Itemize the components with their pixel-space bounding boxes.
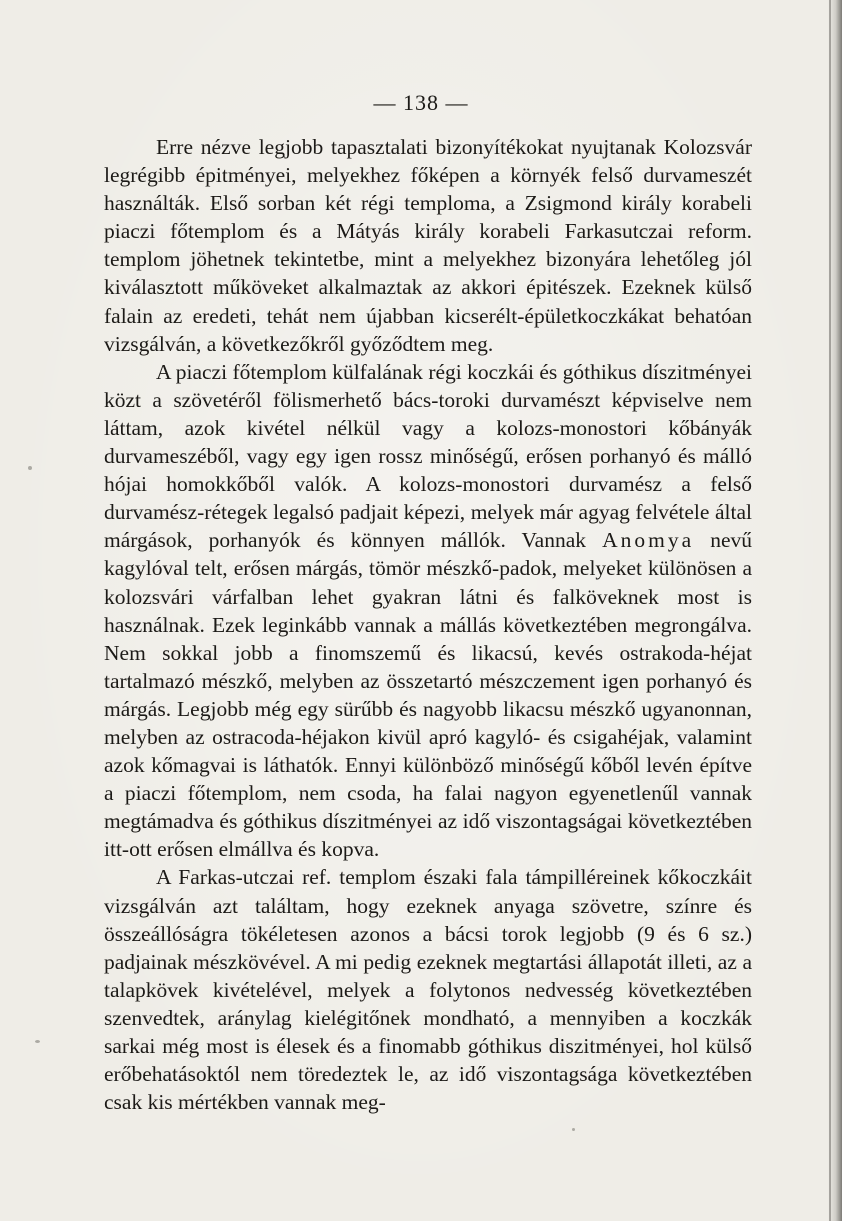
paragraph-3 — [104, 863, 752, 1116]
page-edge-line — [829, 0, 831, 1221]
anomya-emphasis: Anomya — [602, 528, 695, 553]
paragraph-3-text: A Farkas-utczai ref. templom északi fala támpilléreinek kőkoczkáit vizsgálván azt találtam, hogy ezeknek anyaga szövetre, színre és összeállóságra tökéletesen azonos a bácsi torok legjobb (9 és 6 sz.) padjainak mészkövével. A mi pedig ezeknek megtartási állapotát illeti, az a talapkövek kivételével, melyek a folytonos nedvesség következtében szenvedtek, aránylag kielégitőnek mondható, a mennyiben a koczkák sarkai még most is élesek és a finomabb góthikus diszitményei, hol külső erőbehatásoktól nem töredeztek le, az idő viszontagsága következtében csak kis mértékben vannak meg- — [104, 865, 752, 1115]
paragraph-2-text-a: A piaczi főtemplom külfalának régi koczkái és góthikus díszitményei közt a szövetéről fölismerhető bács-toroki durvamészt képviselve nem láttam, azok kivétel nélkül vagy a kolozs-monostori kőbányák durvameszéből, vagy egy igen rossz minőségű, erősen porhanyó és málló hójai homokkőből valók. A kolozs-monostori durvamész a felső durvamész-rétegek legalsó padjait képezi, melyek már agyag felvétele által márgások, porhanyók és könnyen mállók. Vannak — [104, 359, 752, 553]
page-number: — 138 — — [373, 90, 469, 115]
paper-speck — [28, 466, 32, 470]
paper-speck — [35, 1040, 40, 1043]
paragraph-1-text: Erre nézve legjobb tapasztalati bizonyítékokat nyujtanak Kolozsvár legrégibb épitményei, melyekhez főképen a környék felső durvameszét használták. Első sorban két régi temploma, a Zsigmond király korabeli piaczi főtemplom és a Mátyás király korabeli Farkasutczai reform. templom jöhetnek tekintetbe, mint a melyekhez bizonyára lehetőleg jól kiválasztott műköveket alkalmaztak az akkori épitészek. Ezeknek külső falain az eredeti, tehát nem újabban kicserélt-épületkoczkákat behatóan vizsgálván, a következőkről győződtem meg. — [104, 135, 752, 356]
paragraph-2 — [104, 358, 752, 864]
paragraph-2-text-b: nevű kagylóval telt, erősen márgás, tömör mészkő-padok, melyeket különösen a kolozsvári várfalban lehet gyakran látni és falköveknek most is használnak. Ezek leginkább vannak a mállás következtében megrongálva. Nem sokkal jobb a finomszemű és likacsú, kevés ostrakoda-héjat tartalmazó mészkő, melyben az összetartó mészczement igen porhanyó és márgás. Legjobb még egy sürűbb és nagyobb likacsu mészkő ugyanonnan, melyben az ostracoda-héjakon kivül apró kagyló- és csigahéjak, valamint azok kőmagvai is láthatók. Ennyi különböző minőségű kőből levén építve a piaczi főtemplom, nem csoda, ha falai nagyon egyenetlenűl vannak megtámadva és góthikus díszitményei az idő viszontagságai következtében itt-ott erősen elmállva és kopva. — [104, 528, 753, 862]
paper-speck — [572, 1128, 575, 1131]
paragraph-1 — [104, 133, 752, 358]
body-text — [104, 133, 752, 1116]
